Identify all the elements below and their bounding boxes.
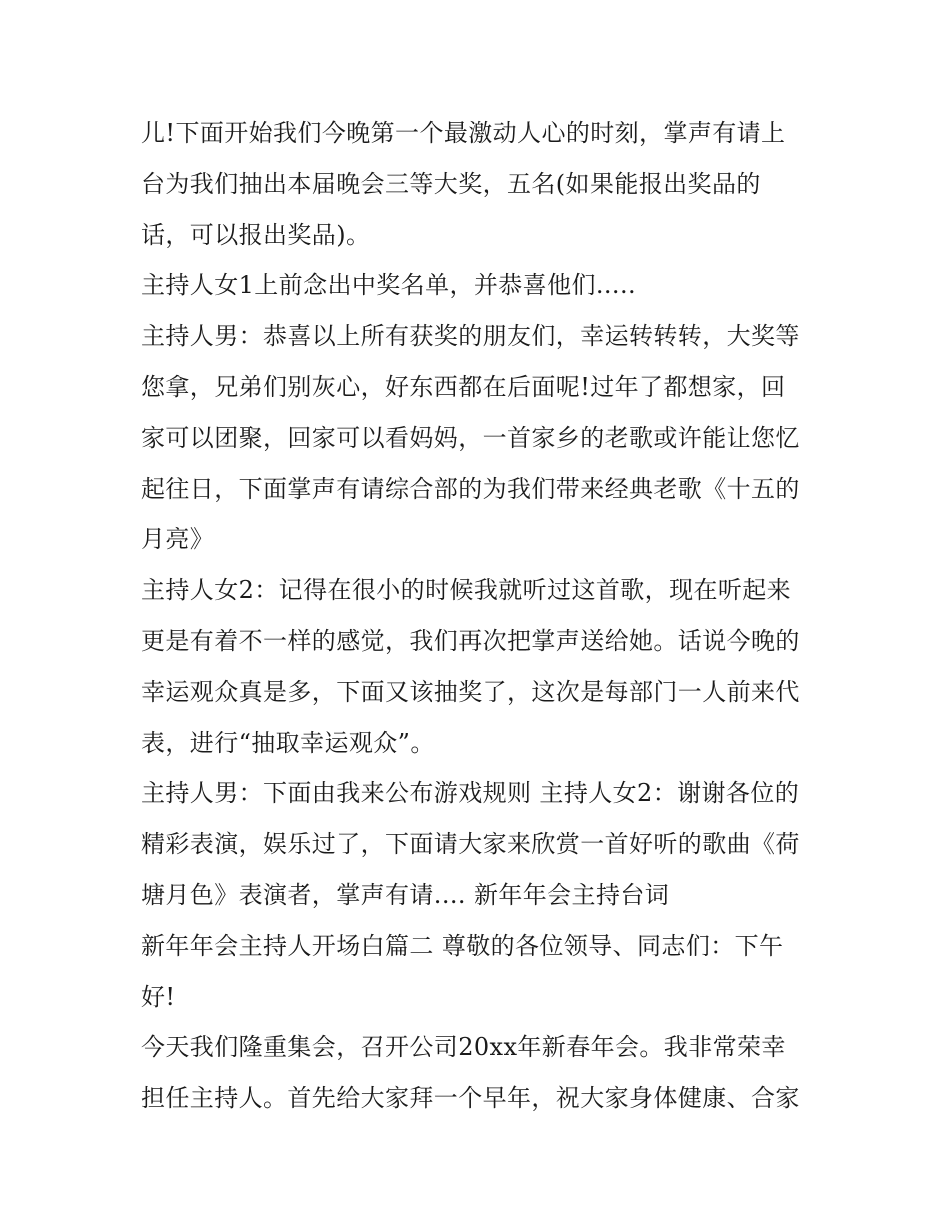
text-line: 精彩表演，娱乐过了，下面请大家来欣赏一首好听的歌曲《荷 (141, 830, 800, 859)
text-line: 主持人男：恭喜以上所有获奖的朋友们，幸运转转转，大奖等 (141, 322, 800, 351)
text-line: 新年年会主持人开场白篇二 尊敬的各位领导、同志们：下午 (141, 931, 784, 960)
text-line: 塘月色》表演者，掌声有请.... 新年年会主持台词 (141, 880, 670, 909)
text-line: 好! (141, 982, 176, 1011)
text-line: 表，进行“抽取幸运观众”。 (141, 728, 435, 757)
text-line: 您拿，兄弟们别灰心，好东西都在后面呢!过年了都想家，回 (141, 372, 786, 401)
text-line: 月亮》 (141, 525, 215, 554)
text-line: 起往日，下面掌声有请综合部的为我们带来经典老歌《十五的 (141, 474, 800, 503)
text-line: 担任主持人。首先给大家拜一个早年，祝大家身体健康、合家 (141, 1084, 800, 1113)
text-line: 家可以团聚，回家可以看妈妈，一首家乡的老歌或许能让您忆 (141, 423, 800, 452)
text-line: 幸运观众真是多，下面又该抽奖了，这次是每部门一人前来代 (141, 677, 800, 706)
text-line: 主持人女2：记得在很小的时候我就听过这首歌，现在听起来 (141, 576, 792, 605)
text-line: 今天我们隆重集会，召开公司20xx年新春年会。我非常荣幸 (141, 1033, 786, 1062)
text-line: 主持人男：下面由我来公布游戏规则 主持人女2：谢谢各位的 (141, 779, 800, 808)
text-line: 更是有着不一样的感觉，我们再次把掌声送给她。话说今晚的 (141, 626, 800, 655)
text-line: 台为我们抽出本届晚会三等大奖，五名(如果能报出奖品的 (141, 169, 761, 198)
text-line: 儿!下面开始我们今晚第一个最激动人心的时刻，掌声有请上 (141, 119, 786, 147)
text-line: 主持人女1上前念出中奖名单，并恭喜他们..... (141, 271, 637, 300)
document-body (141, 108, 831, 1124)
text-line: 话，可以报出奖品)。 (141, 220, 371, 249)
